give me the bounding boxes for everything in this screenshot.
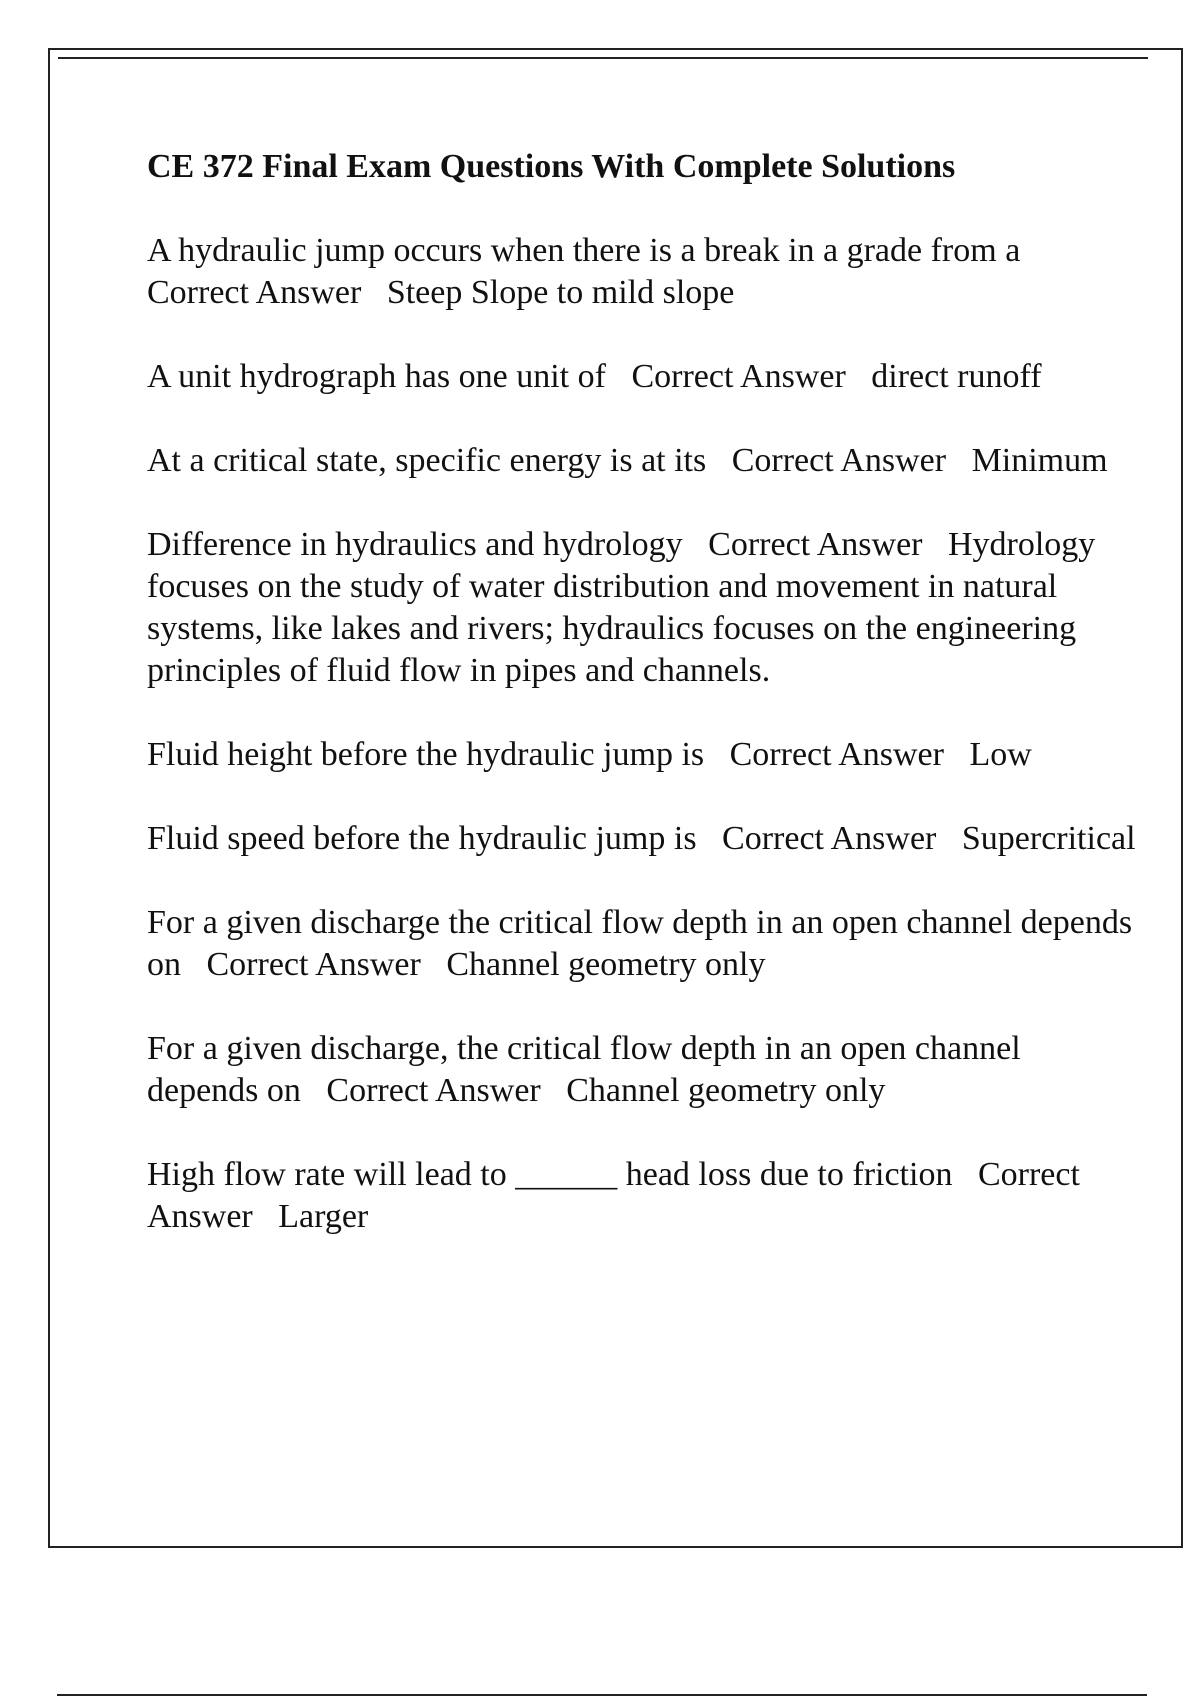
answer-label: Correct Answer (147, 1156, 1087, 1235)
answer-text: Supercritical (961, 820, 1136, 857)
question-text: A hydraulic jump occurs when there is a break in a grade from a (147, 232, 1021, 269)
question-text: A unit hydrograph has one unit of (147, 358, 606, 395)
question-text: Fluid height before the hydraulic jump is (147, 736, 705, 773)
answer-text: Minimum (971, 442, 1108, 479)
qa-item (147, 1154, 1137, 1238)
bottom-rule (57, 1694, 1147, 1696)
answer-text: Hydrology focuses on the study of water distribution and movement in natural systems, like lakes and rivers; hydraulics focuses on the engineering principles of fluid flow in pipes and channels. (147, 526, 1104, 689)
answer-label: Correct Answer (147, 274, 362, 311)
qa-item (147, 356, 1137, 398)
qa-item (147, 230, 1137, 314)
answer-text: Steep Slope to mild slope (386, 274, 735, 311)
question-text: At a critical state, specific energy is at its (147, 442, 707, 479)
answer-text: Low (969, 736, 1032, 773)
question-text: Fluid speed before the hydraulic jump is (147, 820, 697, 857)
qa-item (147, 818, 1137, 860)
document-body (147, 146, 1141, 1280)
answer-label: Correct Answer (708, 526, 923, 563)
question-text: For a given discharge, the critical flow depth in an open channel depends on (147, 1030, 1030, 1109)
qa-item (147, 440, 1137, 482)
answer-label: Correct Answer (326, 1072, 541, 1109)
qa-item (147, 734, 1137, 776)
answer-text: Channel geometry only (446, 946, 766, 983)
page-title: CE 372 Final Exam Questions With Complete Solutions (147, 148, 956, 185)
answer-label: Correct Answer (731, 442, 947, 479)
answer-label: Correct Answer (631, 358, 846, 395)
answer-text: Larger (278, 1198, 369, 1235)
question-text: Difference in hydraulics and hydrology (147, 526, 683, 563)
question-text: High flow rate will lead to ______ head loss due to friction (147, 1156, 953, 1193)
answer-text: direct runoff (871, 358, 1042, 395)
answer-text: Channel geometry only (566, 1072, 886, 1109)
answer-label: Correct Answer (722, 820, 937, 857)
page-frame (48, 48, 1183, 1548)
qa-item (147, 1028, 1137, 1112)
answer-label: Correct Answer (729, 736, 944, 773)
qa-item (147, 524, 1137, 692)
top-rule (58, 57, 1148, 59)
question-text: For a given discharge the critical flow depth in an open channel depends on (147, 904, 1141, 983)
answer-label: Correct Answer (206, 946, 421, 983)
qa-item (147, 902, 1141, 986)
